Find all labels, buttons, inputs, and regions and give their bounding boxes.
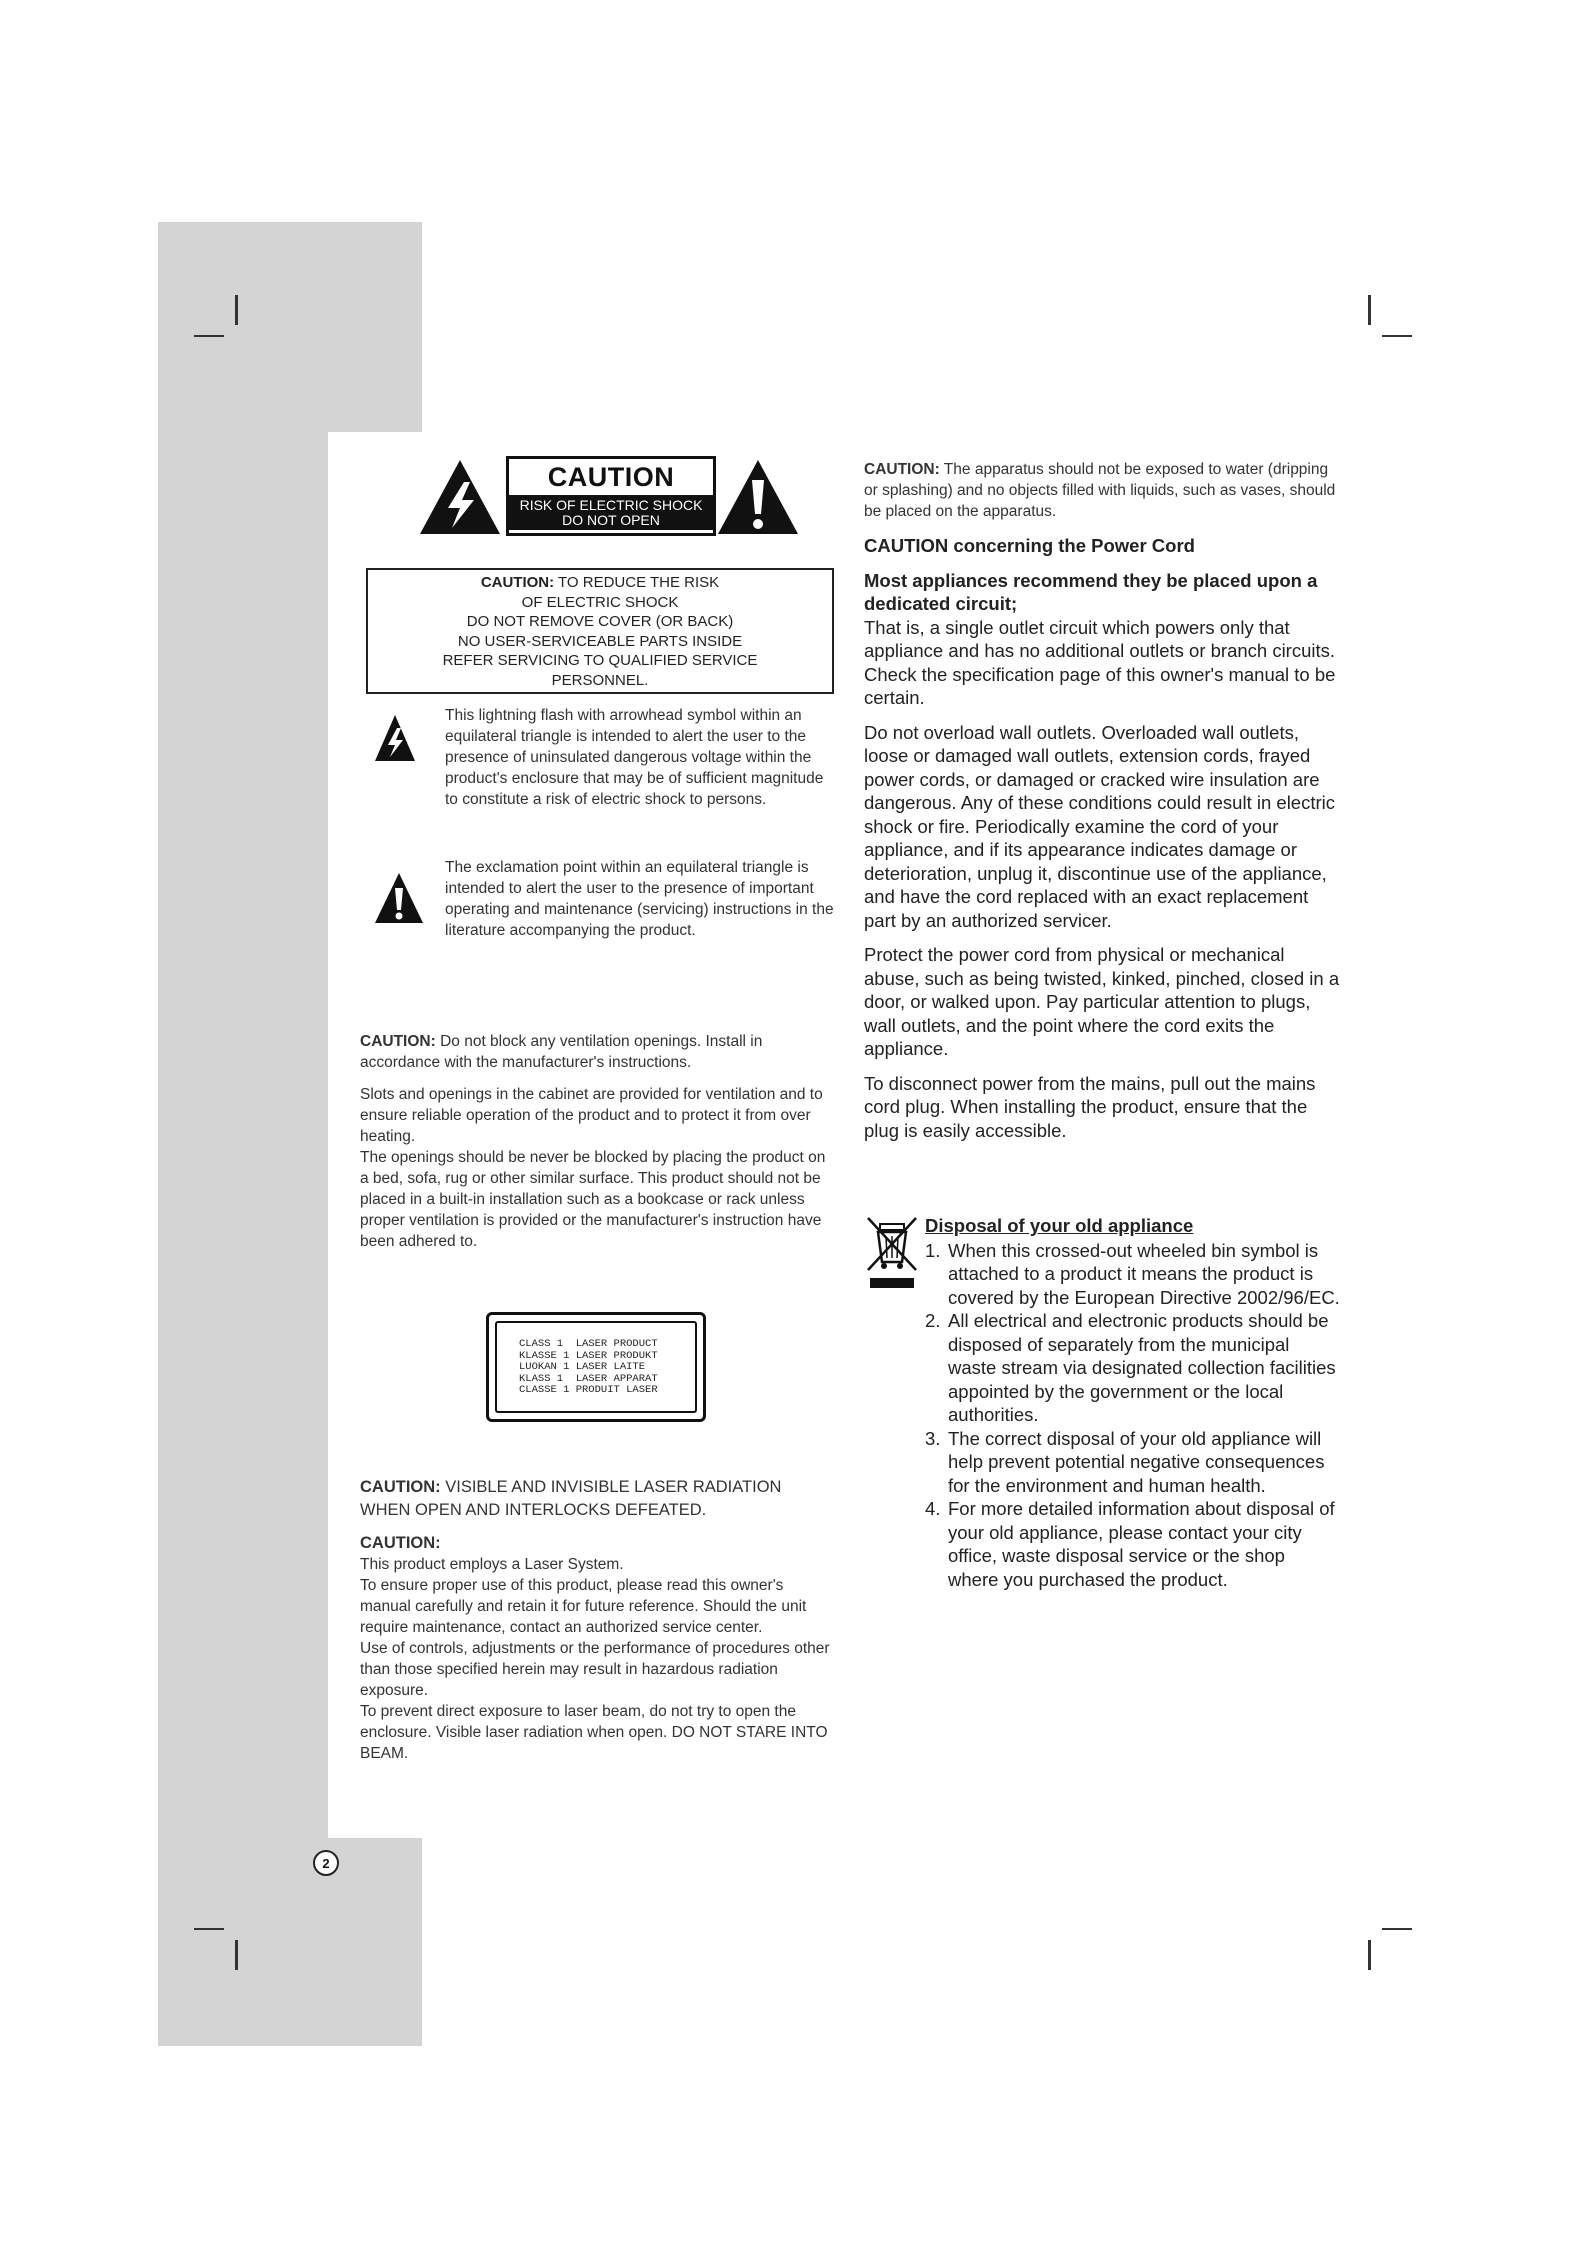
list-number: 2. [925,1310,941,1331]
laser-system-heading: CAUTION: [360,1534,441,1552]
caution-subtitle-line: RISK OF ELECTRIC SHOCK [519,497,703,513]
water-caution [864,459,1336,522]
power-cord-paragraph: Do not overload wall outlets. Overloaded wall outlets, loose or damaged wall outlets, extension cords, frayed power cords, or damaged or cracked wire insulation are dangerous. Any of these conditions could result in electric shock or fire. Periodically examine the cord of your appliance, and if its appearance indicates damage or deterioration, unplug it, discontinue use of the appliance, and have the cord replaced with an exact replacement part by an authorized servicer. [864,721,1336,931]
crossed-out-bin-icon [864,1212,922,1294]
laser-label-text [519,1339,658,1397]
laser-radiation-caution [360,1476,836,1522]
laser-caution-text: VISIBLE AND INVISIBLE LASER RADIATION WHEN OPEN AND INTERLOCKS DEFEATED. [360,1478,782,1519]
exclamation-triangle-icon [374,872,424,924]
power-cord-paragraph: That is, a single outlet circuit which powers only that appliance and has no additional outlets or branch circuits. Check the specification page of this owner's manual to be certain. [864,616,1336,708]
list-number: 1. [925,1239,941,1261]
list-item-text: All electrical and electronic products should be disposed of separately from the municipal waste stream via designated collection facilities appointed by the government or the local authorities. [948,1310,1336,1425]
laser-label-line: LUOKAN 1 LASER LAITE [519,1361,646,1373]
exclamation-triangle-icon [716,458,800,536]
laser-label-line: CLASSE 1 PRODUIT LASER [519,1384,658,1396]
crop-mark [194,1928,224,1930]
ventilation-paragraph [360,1031,836,1073]
laser-system-paragraph: To ensure proper use of this product, please read this owner's manual carefully and retain it for future reference. Should the unit require maintenance, contact an authorized service center. [360,1577,807,1636]
warning-line [368,573,832,593]
warning-lead: CAUTION: [480,574,555,591]
laser-system-caution [360,1533,836,1764]
warning-line-text: TO REDUCE THE RISK [554,574,720,591]
page-margin-band-top [158,222,422,432]
power-cord-section [864,534,1344,1142]
disposal-list-item [925,1309,1340,1427]
page-number: 2 [313,1850,339,1876]
water-caution-lead: CAUTION: [864,461,940,478]
lightning-explanation: This lightning flash with arrowhead symbol within an equilateral triangle is intended to alert the user to the presence of uninsulated dangerous voltage within the product's enclosure that may be of sufficient magnitude to constitute a risk of electric shock to persons. [445,707,824,808]
list-number: 4. [925,1498,941,1519]
crop-mark [1368,295,1371,325]
shock-warning-box [366,568,834,694]
page-margin-band-bottom [158,1838,422,2046]
exclamation-explanation: The exclamation point within an equilateral triangle is intended to alert the user to the presence of important operating and maintenance (servicing) instructions in the literature accompanying the product. [445,859,834,939]
laser-label-line: KLASSE 1 LASER PRODUKT [519,1349,658,1362]
disposal-list-item [925,1497,1340,1591]
lightning-triangle-icon [418,458,502,536]
disposal-list [925,1239,1340,1592]
ventilation-text: Do not block any ventilation openings. Install in accordance with the manufacturer's instructions. [360,1033,763,1071]
slots-paragraph: Slots and openings in the cabinet are provided for ventilation and to ensure reliable operation of the product and to protect it from over heating. [360,1086,823,1145]
laser-system-paragraph: Use of controls, adjustments or the performance of procedures other than those specified herein may result in hazardous radiation exposure. [360,1640,830,1699]
list-item-text: The correct disposal of your old appliance will help prevent potential negative consequences for the environment and human health. [948,1427,1325,1496]
crop-mark [235,1940,238,1970]
laser-caution-lead: CAUTION: [360,1478,441,1496]
list-item-text: For more detailed information about disposal of your old appliance, please contact your city office, waste disposal service or the shop where you purchased the product. [948,1498,1335,1590]
disposal-list-item [925,1239,1340,1310]
caution-logo [418,452,798,540]
power-cord-subheading: Most appliances recommend they be placed upon a dedicated circuit; [864,569,1318,614]
crop-mark [1382,335,1412,337]
lightning-triangle-icon [374,714,416,762]
list-number: 3. [925,1427,941,1449]
ventilation-caution [360,1031,836,1252]
laser-system-paragraph: To prevent direct exposure to laser beam, do not try to open the enclosure. Visible laser radiation when open. DO NOT STARE INTO BEAM. [360,1703,828,1762]
laser-label-line: CLASS 1 LASER PRODUCT [519,1338,658,1350]
caution-subtitle-line: DO NOT OPEN [562,512,660,528]
disposal-section [925,1214,1340,1591]
ventilation-lead: CAUTION: [360,1033,436,1050]
disposal-list-item [925,1427,1340,1498]
laser-system-paragraph: This product employs a Laser System. [360,1556,624,1573]
laser-product-label [486,1312,706,1422]
crop-mark [194,335,224,337]
laser-label-line: KLASS 1 LASER APPARAT [519,1372,658,1385]
page-margin-band-left [158,430,328,1840]
crop-mark [1368,1940,1371,1970]
power-cord-paragraph: Protect the power cord from physical or mechanical abuse, such as being twisted, kinked, pinched, closed in a door, or walked upon. Pay particular attention to plugs, wall outlets, and the point where the cord exits the appliance. [864,944,1340,1059]
warning-line: DO NOT REMOVE COVER (OR BACK) [466,613,734,630]
warning-line: OF ELECTRIC SHOCK [521,593,679,611]
disposal-heading: Disposal of your old appliance [925,1215,1194,1236]
caution-subtitle [509,495,713,530]
openings-paragraph: The openings should be never be blocked by placing the product on a bed, sofa, rug or other similar surface. This product should not be placed in a built-in installation such as a bookcase or rack unless proper ventilation is provided or the manufacturer's instruction have been adhered to. [360,1149,826,1250]
power-cord-paragraph: To disconnect power from the mains, pull out the mains cord plug. When installing the product, ensure that the plug is easily accessible. [864,1072,1316,1141]
power-cord-heading: CAUTION concerning the Power Cord [864,535,1195,556]
caution-label [506,456,716,536]
warning-line: NO USER-SERVICEABLE PARTS INSIDE [457,632,743,650]
crop-mark [1382,1928,1412,1930]
crop-mark [235,295,238,325]
caution-title: CAUTION [547,461,675,492]
laser-caution-paragraph [360,1476,836,1522]
water-caution-text: The apparatus should not be exposed to water (dripping or splashing) and no objects filled with liquids, such as vases, should be placed on the apparatus. [864,461,1336,520]
warning-line: REFER SERVICING TO QUALIFIED SERVICE [442,652,758,669]
warning-line: PERSONNEL. [551,671,649,689]
list-item-text: When this crossed-out wheeled bin symbol is attached to a product it means the product is covered by the European Directive 2002/96/EC. [948,1239,1340,1308]
